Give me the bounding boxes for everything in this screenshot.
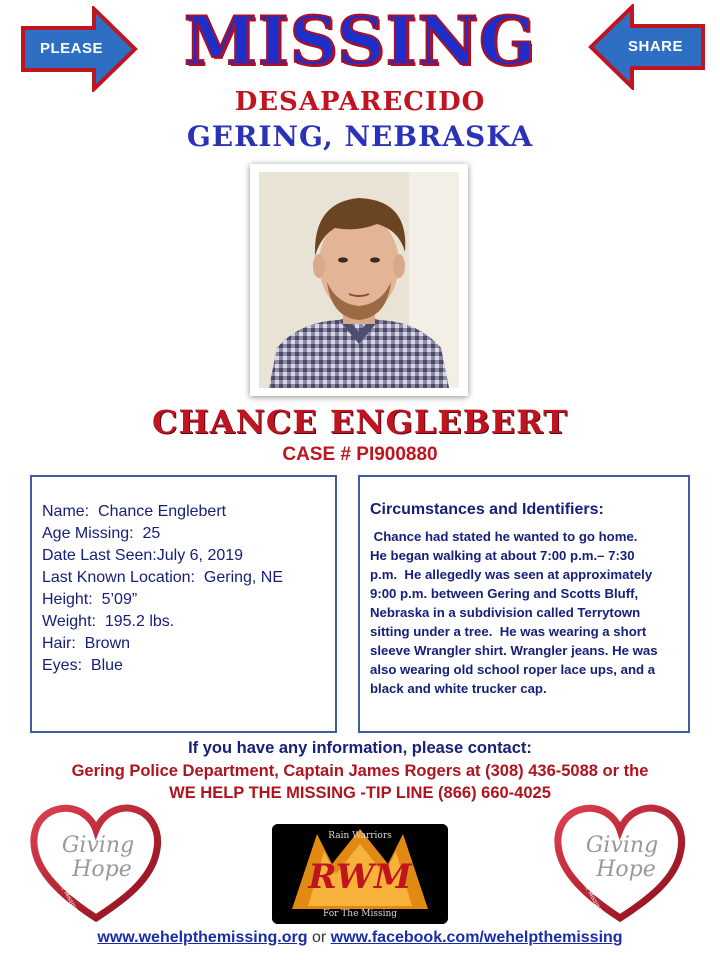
missing-person-photo	[259, 172, 459, 388]
share-label: SHARE	[628, 38, 684, 55]
portrait-image	[259, 172, 459, 388]
heart-arc-text: We Help The Missing	[566, 855, 604, 913]
missing-headline: MISSING	[183, 2, 537, 80]
facebook-link[interactable]: www.facebook.com/wehelpthemissing	[330, 929, 623, 946]
detail-label: Hair:	[42, 635, 76, 652]
website-link[interactable]: www.wehelpthemissing.org	[97, 929, 308, 946]
heart-arc-text: We Help The Missing	[42, 855, 80, 913]
circumstances-text	[370, 527, 676, 698]
detail-value: Gering, NE	[203, 569, 284, 586]
circumstances-line: sitting under a tree. He was wearing a short	[370, 624, 647, 639]
detail-value: 5’09”	[101, 591, 138, 608]
detail-label: Last Known Location:	[42, 569, 195, 586]
rwm-main-text: RWM	[308, 857, 412, 897]
detail-row	[42, 545, 283, 567]
circumstances-line: He began walking at about 7:00 p.m.– 7:30	[370, 548, 635, 563]
please-label: PLEASE	[40, 40, 104, 57]
circumstances-box	[358, 475, 690, 733]
detail-row	[42, 523, 283, 545]
heart-icon	[26, 800, 166, 924]
details-box	[30, 475, 337, 733]
detail-label: Age Missing:	[42, 525, 134, 542]
detail-label: Name:	[42, 503, 90, 520]
detail-value: Brown	[84, 635, 131, 652]
footer-links	[0, 927, 720, 949]
heart-line1: Giving	[585, 833, 659, 858]
circumstances-line: Nebraska in a subdivision called Terrytown	[370, 605, 641, 620]
contact-heading: If you have any information, please contact:	[188, 739, 532, 757]
detail-value: Chance Englebert	[98, 503, 227, 520]
circumstances-line: Chance had stated he wanted to go home.	[370, 529, 638, 544]
details-list	[42, 501, 283, 677]
detail-row	[42, 655, 283, 677]
heart-icon	[550, 800, 690, 924]
detail-value: Blue	[90, 657, 123, 674]
heart-line2: Hope	[596, 857, 656, 882]
detail-label: Height:	[42, 591, 93, 608]
detail-row	[42, 633, 283, 655]
photo-frame	[250, 164, 468, 396]
rwm-logo	[272, 824, 448, 924]
detail-label: Eyes:	[42, 657, 83, 674]
desaparecido-subtitle: DESAPARECIDO	[234, 87, 486, 117]
person-name-title: CHANCE ENGLEBERT	[152, 403, 568, 441]
circumstances-line: black and white trucker cap.	[370, 681, 547, 696]
contact-police-line: Gering Police Department, Captain James Rogers at (308) 436-5088 or the	[71, 762, 649, 780]
footer-separator: or	[311, 929, 327, 946]
circumstances-heading: Circumstances and Identifiers:	[370, 501, 604, 518]
please-arrow	[20, 6, 138, 92]
rwm-flame-icon	[272, 824, 448, 924]
detail-row	[42, 589, 283, 611]
case-number: CASE # PI900880	[282, 444, 438, 465]
giving-hope-logo-right	[550, 800, 690, 924]
heart-line1: Giving	[61, 833, 135, 858]
rwm-top-text: Rain Warriors	[328, 831, 392, 841]
circumstances-line: sleeve Wrangler shirt. Wrangler jeans. He was	[370, 643, 658, 658]
circumstances-line: also wearing old school roper lace ups, and a	[370, 662, 656, 677]
detail-row	[42, 501, 283, 523]
detail-row	[42, 611, 283, 633]
detail-row	[42, 567, 283, 589]
circumstances-line: p.m. He allegedly was seen at approximately	[370, 567, 653, 582]
share-arrow	[588, 4, 706, 90]
contact-tipline-line: WE HELP THE MISSING -TIP LINE (866) 660-4025	[169, 784, 551, 802]
location-title: GERING, NEBRASKA	[186, 120, 534, 153]
rwm-bottom-text: For The Missing	[322, 909, 398, 919]
detail-label: Date Last Seen:	[42, 547, 157, 564]
detail-label: Weight:	[42, 613, 96, 630]
giving-hope-logo-left	[26, 800, 166, 924]
heart-line2: Hope	[72, 857, 132, 882]
detail-value: 25	[142, 525, 161, 542]
detail-value: July 6, 2019	[156, 547, 244, 564]
detail-value: 195.2 lbs.	[104, 613, 175, 630]
circumstances-line: 9:00 p.m. between Gering and Scotts Bluff,	[370, 586, 639, 601]
